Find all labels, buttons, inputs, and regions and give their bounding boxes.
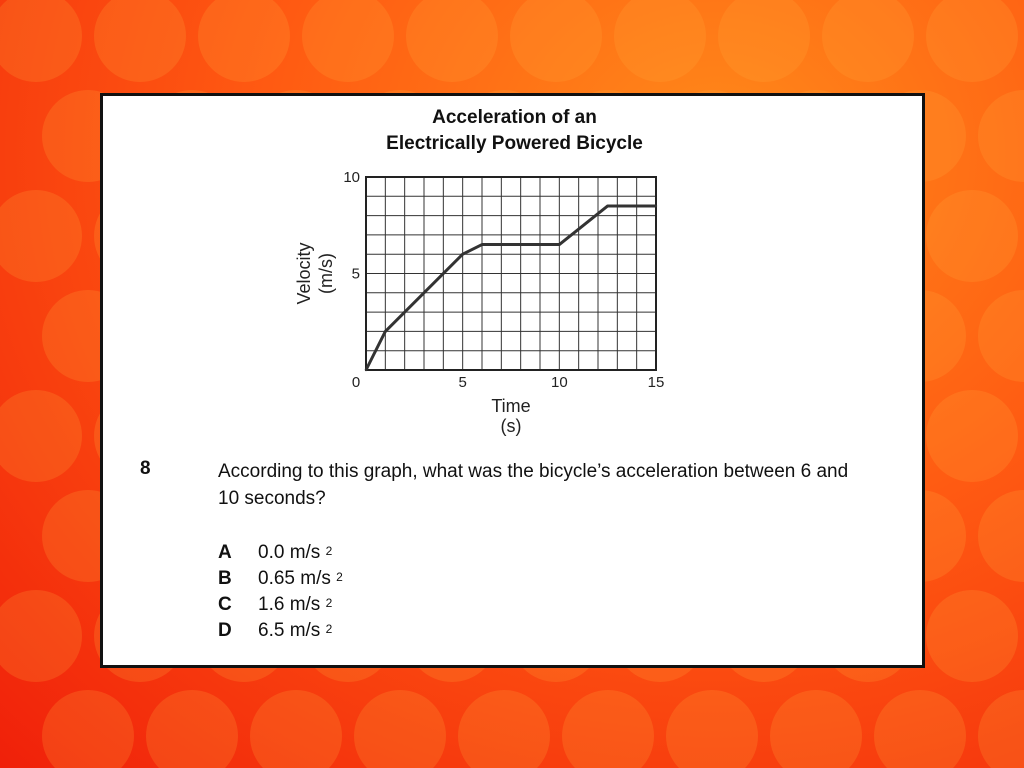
- chart-title-line-1: Acceleration of an: [432, 107, 597, 128]
- choice-exponent: 2: [325, 622, 333, 636]
- choice-value: 0.65 m/s: [258, 568, 331, 589]
- choice-letter: B: [218, 568, 232, 589]
- background-dot: [146, 690, 238, 768]
- background-dot: [718, 0, 810, 82]
- choice-exponent: 2: [325, 596, 333, 610]
- y-tick-label: 5: [351, 265, 360, 283]
- background-dot: [978, 90, 1024, 182]
- answer-choice-c[interactable]: [218, 592, 332, 618]
- background-dot: [0, 390, 82, 482]
- answer-choice-d[interactable]: [218, 618, 332, 644]
- answer-choice-a[interactable]: [218, 540, 332, 566]
- data-point: [558, 243, 560, 245]
- choice-exponent: 2: [336, 570, 343, 584]
- background-dot: [198, 0, 290, 82]
- choice-value: 1.6 m/s: [258, 594, 321, 615]
- choice-letter: D: [218, 620, 232, 641]
- y-tick-label: 10: [343, 169, 360, 186]
- background-dot: [978, 290, 1024, 382]
- background-dot: [458, 690, 550, 768]
- origin-tick-label: 0: [351, 374, 361, 391]
- background-dot: [354, 690, 446, 768]
- question-text: According to this graph, what was the bicycle’s acceleration between 6 and 10 seconds?: [218, 461, 849, 509]
- velocity-line: [366, 206, 656, 370]
- data-point: [461, 253, 463, 255]
- background-dot: [926, 190, 1018, 282]
- background-dot: [926, 0, 1018, 82]
- choice-letter: A: [218, 542, 232, 563]
- background-dot: [978, 690, 1024, 768]
- choice-value: 0.0 m/s: [258, 542, 321, 563]
- background-dot: [770, 690, 862, 768]
- background-dot: [0, 0, 82, 82]
- data-point: [606, 205, 608, 207]
- data-point: [481, 243, 483, 245]
- y-axis-label-line: (m/s): [316, 253, 336, 294]
- chart-tick-labels: [343, 169, 664, 391]
- question-card: [100, 93, 925, 668]
- background-dot: [978, 490, 1024, 582]
- velocity-time-chart: [283, 161, 683, 441]
- x-tick-label: 15: [647, 374, 665, 391]
- background-dot: [406, 0, 498, 82]
- background-dot: [926, 590, 1018, 682]
- question-number: 8: [140, 458, 151, 479]
- data-point: [655, 205, 657, 207]
- background-dot: [822, 0, 914, 82]
- background-dot: [302, 0, 394, 82]
- background-dot: [0, 190, 82, 282]
- choice-letter: C: [218, 594, 232, 615]
- x-axis-label-line: Time: [491, 396, 531, 416]
- background-dot: [510, 0, 602, 82]
- chart-axis-labels: [294, 242, 531, 436]
- chart-title: [103, 105, 926, 157]
- y-axis-label-line: Velocity: [294, 242, 314, 305]
- background-dot: [926, 390, 1018, 482]
- x-tick-label: 10: [550, 374, 568, 391]
- data-point: [384, 330, 386, 332]
- x-axis-label-line: (s): [500, 416, 522, 436]
- background-dot: [42, 690, 134, 768]
- chart-title-line-2: Electrically Powered Bicycle: [386, 133, 643, 154]
- chart-series: [365, 205, 657, 371]
- background-dot: [0, 590, 82, 682]
- background-dot: [250, 690, 342, 768]
- background-dot: [614, 0, 706, 82]
- background-dot: [874, 690, 966, 768]
- background-dot: [94, 0, 186, 82]
- x-tick-label: 5: [458, 374, 467, 391]
- choice-value: 6.5 m/s: [258, 620, 321, 641]
- choice-exponent: 2: [325, 544, 333, 558]
- answer-choice-b[interactable]: [218, 566, 343, 592]
- background-dot: [562, 690, 654, 768]
- data-point: [365, 369, 367, 371]
- background-dot: [666, 690, 758, 768]
